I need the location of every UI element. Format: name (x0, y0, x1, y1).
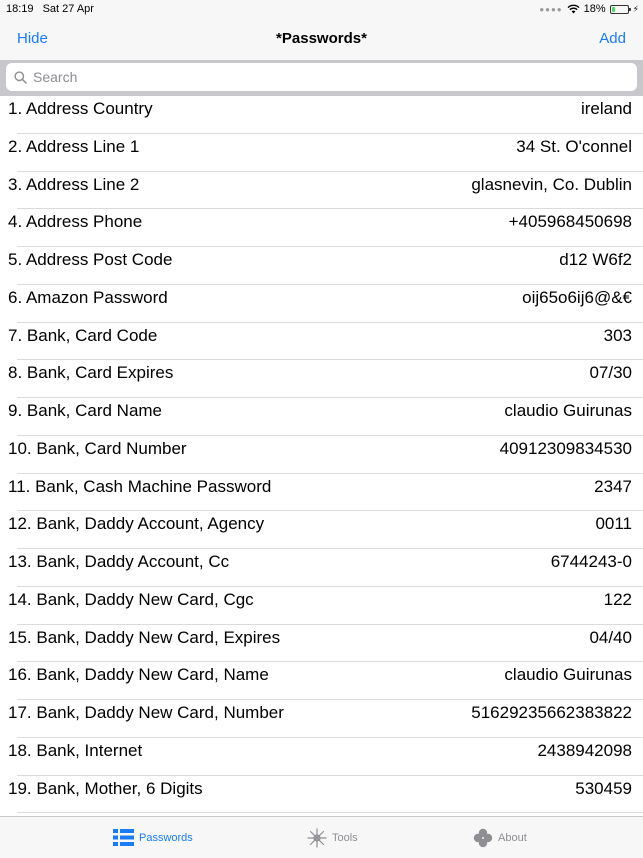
status-date: Sat 27 Apr (42, 3, 94, 15)
tab-passwords-label: Passwords (139, 831, 193, 844)
list-item-label: 15. Bank, Daddy New Card, Expires (8, 627, 281, 647)
list-item-label: 1. Address Country (8, 99, 153, 118)
signal-icon: ●●●● (539, 4, 563, 14)
wifi-icon (567, 4, 580, 14)
list-item-label: 3. Address Line 2 (8, 174, 140, 194)
tools-icon (307, 828, 327, 848)
list-item-label: 4. Address Phone (8, 212, 143, 232)
list-item-value: claudio Guirunas (504, 401, 632, 420)
list-item[interactable] (0, 587, 643, 625)
list-item-label: 12. Bank, Daddy Account, Agency (8, 514, 265, 534)
list-item-value: 122 (603, 589, 632, 609)
tab-about[interactable] (473, 817, 527, 858)
list-item-value: 51629235662383822 (471, 703, 632, 722)
list-item-value: 2347 (594, 476, 632, 496)
search-icon (14, 71, 27, 84)
status-right (539, 3, 639, 15)
nav-bar (0, 20, 643, 60)
list-item-value: +405968450698 (508, 212, 632, 232)
list-item-value: oij65o6ij6@&€ (522, 287, 632, 307)
list-item-value: 34 St. O'connel (516, 136, 632, 156)
search-input[interactable] (31, 68, 615, 86)
list-item[interactable] (0, 134, 643, 172)
list-item[interactable] (0, 474, 643, 512)
list-item-label: 7. Bank, Card Code (8, 325, 158, 345)
list-item[interactable] (0, 738, 643, 776)
list-item-label: 10. Bank, Card Number (8, 438, 187, 458)
list-item-label: 13. Bank, Daddy Account, Cc (8, 552, 230, 571)
list-item[interactable] (0, 360, 643, 398)
list-item[interactable] (0, 285, 643, 323)
list-item[interactable] (0, 625, 643, 663)
list-item-value: 40912309834530 (499, 438, 632, 458)
list-item-value: ireland (580, 99, 632, 118)
list-item-value: d12 W6f2 (559, 250, 632, 269)
tab-about-label: About (498, 831, 527, 844)
list-item-label: 5. Address Post Code (8, 250, 173, 269)
list-item-label: 19. Bank, Mother, 6 Digits (8, 778, 203, 798)
list-item[interactable] (0, 436, 643, 474)
search-field[interactable] (6, 63, 637, 91)
list-item-label: 2. Address Line 1 (8, 136, 140, 156)
page-title: *Passwords* (276, 30, 367, 47)
list-item[interactable] (0, 662, 643, 700)
hide-button[interactable]: Hide (17, 30, 48, 47)
battery-icon (610, 5, 629, 14)
password-list (0, 96, 643, 816)
list-item[interactable] (0, 209, 643, 247)
list-item[interactable] (0, 398, 643, 436)
list-item[interactable] (0, 511, 643, 549)
list-item[interactable] (0, 323, 643, 361)
battery-fill (612, 7, 615, 12)
search-bar (0, 60, 643, 96)
tab-passwords[interactable] (113, 817, 193, 858)
list-item-value: 303 (603, 325, 632, 345)
list-item-value: 6744243-0 (550, 552, 632, 571)
list-item-value: claudio Guirunas (504, 665, 632, 685)
list-item[interactable] (0, 700, 643, 738)
list-item[interactable] (0, 247, 643, 285)
list-item-value: 04/40 (589, 627, 632, 647)
tab-bar (0, 816, 643, 858)
list-item-label: 6. Amazon Password (8, 287, 168, 307)
list-item[interactable] (0, 172, 643, 210)
add-button[interactable]: Add (599, 30, 626, 47)
list-item-label: 9. Bank, Card Name (8, 401, 163, 420)
status-left (6, 3, 100, 15)
list-item-value: glasnevin, Co. Dublin (471, 174, 632, 194)
list-item-label: 18. Bank, Internet (8, 740, 143, 760)
tab-tools[interactable] (307, 817, 358, 858)
list-item-label: 11. Bank, Cash Machine Password (8, 476, 272, 496)
list-item-label: 8. Bank, Card Expires (8, 363, 174, 383)
list-item-value: 07/30 (589, 363, 632, 383)
list-item-label: 17. Bank, Daddy New Card, Number (8, 703, 284, 722)
list-item-label: 16. Bank, Daddy New Card, Name (8, 665, 269, 685)
list-item-value: 0011 (595, 514, 632, 534)
list-icon (113, 829, 134, 846)
tab-tools-label: Tools (332, 831, 358, 844)
list-item[interactable] (0, 96, 643, 134)
clover-icon (473, 828, 493, 848)
list-item[interactable] (0, 776, 643, 814)
status-time: 18:19 (6, 3, 34, 15)
list-item-value: 530459 (575, 778, 632, 798)
list-item-label: 14. Bank, Daddy New Card, Cgc (8, 589, 254, 609)
charging-icon: ⚡ (632, 3, 639, 14)
status-bar (0, 0, 643, 20)
list-item-value: 2438942098 (537, 740, 632, 760)
list-item[interactable] (0, 549, 643, 587)
battery-percent: 18% (583, 3, 606, 15)
